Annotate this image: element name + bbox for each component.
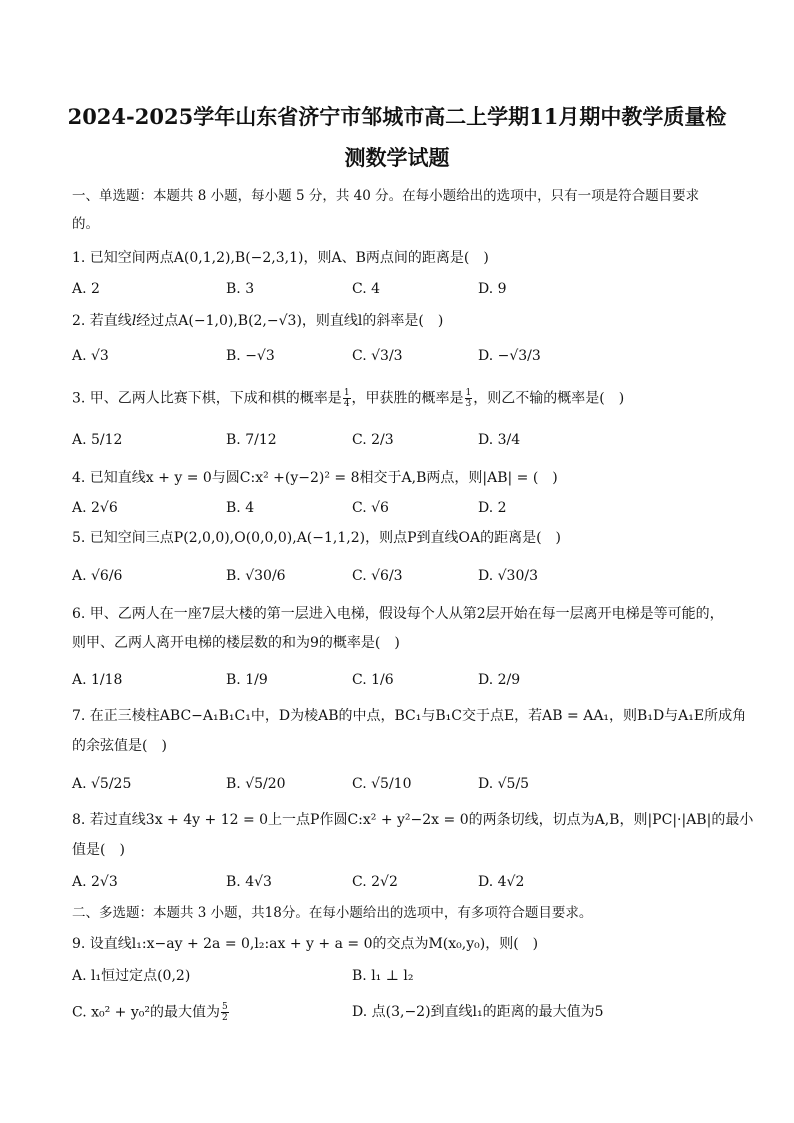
question-8-option-a: A. 2√3 (72, 874, 118, 890)
fraction: $\frac{1}{3}$ (465, 388, 472, 409)
question-7-option-c: C. √5/10 (352, 776, 412, 792)
question-5-option-d: D. √30/3 (478, 568, 538, 584)
question-4-option-d: D. 2 (478, 500, 507, 516)
question-4-option-a: A. 2√6 (72, 500, 118, 516)
question-9-option-a: A. l₁恒过定点(0,2) (72, 968, 191, 984)
question-7-option-b: B. √5/20 (226, 776, 286, 792)
question-2-stem: 2. 若直线l经过点A(−1,0),B(2,−√3)，则直线l的斜率是( ) (72, 313, 444, 329)
question-9-option-b: B. l₁ ⊥ l₂ (352, 968, 414, 984)
question-4-stem: 4. 已知直线x + y = 0与圆C:x² +(y−2)² = 8相交于A,B两点，则|AB| = ( ) (72, 470, 558, 486)
question-4-option-c: C. √6 (352, 500, 389, 516)
section1-instruction-cont: 的。 (72, 216, 99, 232)
question-7-stem-cont: 的余弦值是( ) (72, 738, 167, 754)
question-5-option-a: A. √6/6 (72, 568, 123, 584)
question-6-stem: 6. 甲、乙两人在一座7层大楼的第一层进入电梯，假设每个人从第2层开始在每一层离开电梯是等可能的， (72, 606, 724, 622)
exam-title-line1: 2024-2025学年山东省济宁市邹城市高二上学期11月期中教学质量检 (67, 104, 727, 129)
fraction: $\frac{1}{4}$ (343, 388, 350, 409)
question-2-option-d: D. −√3/3 (478, 348, 541, 364)
question-1-option-a: A. 2 (72, 281, 100, 297)
question-5-option-c: C. √6/3 (352, 568, 403, 584)
question-6-stem-cont: 则甲、乙两人离开电梯的楼层数的和为9的概率是( ) (72, 635, 400, 651)
question-2-option-c: C. √3/3 (352, 348, 403, 364)
question-6-option-d: D. 2/9 (478, 672, 521, 688)
question-7-option-a: A. √5/25 (72, 776, 132, 792)
question-8-option-d: D. 4√2 (478, 874, 525, 890)
question-9-option-d: D. 点(3,−2)到直线l₁的距离的最大值为5 (352, 1004, 604, 1020)
question-3-stem: 3. 甲、乙两人比赛下棋，下成和棋的概率是 $\frac{1}{4}$ ，甲获胜的概率是 $\frac{1}{3}$ ，则乙不输的概率是( ) (72, 388, 625, 409)
question-4-option-b: B. 4 (226, 500, 255, 516)
question-1-option-b: B. 3 (226, 281, 255, 297)
fraction: $\frac{5}{2}$ (222, 1002, 228, 1023)
question-8-stem: 8. 若过直线3x + 4y + 12 = 0上一点P作圆C:x² + y²−2x = 0的两条切线，切点为A,B，则|PC|·|AB|的最小 (72, 812, 754, 828)
question-7-stem: 7. 在正三棱柱ABC−A₁B₁C₁中，D为棱AB的中点，BC₁与B₁C交于点E，若AB = AA₁，则B₁D与A₁E所成角 (72, 708, 747, 724)
question-2-option-a: A. √3 (72, 348, 109, 364)
question-5-stem: 5. 已知空间三点P(2,0,0),O(0,0,0),A(−1,1,2)，则点P到直线OA的距离是( ) (72, 530, 562, 546)
question-1-option-c: C. 4 (352, 281, 381, 297)
question-1-option-d: D. 9 (478, 281, 507, 297)
question-3-option-b: B. 7/12 (226, 432, 277, 448)
question-3-option-d: D. 3/4 (478, 432, 521, 448)
section2-instruction: 二、多选题：本题共 3 小题，共18分。在每小题给出的选项中，有多项符合题目要求。 (72, 905, 593, 921)
section1-instruction: 一、单选题：本题共 8 小题，每小题 5 分，共 40 分。在每小题给出的选项中，只有一项是符合题目要求 (72, 188, 700, 204)
question-6-option-b: B. 1/9 (226, 672, 268, 688)
question-9-option-c: C. x₀² + y₀²的最大值为 $\frac{5}{2}$ (72, 1002, 228, 1023)
question-3-option-c: C. 2/3 (352, 432, 394, 448)
question-5-option-b: B. √30/6 (226, 568, 286, 584)
question-8-stem-cont: 值是( ) (72, 842, 125, 858)
question-8-option-b: B. 4√3 (226, 874, 272, 890)
question-2-option-b: B. −√3 (226, 348, 275, 364)
question-8-option-c: C. 2√2 (352, 874, 398, 890)
question-6-option-c: C. 1/6 (352, 672, 394, 688)
exam-title-line2: 测数学试题 (344, 145, 450, 170)
question-3-option-a: A. 5/12 (72, 432, 123, 448)
question-1-stem: 1. 已知空间两点A(0,1,2),B(−2,3,1)，则A、B两点间的距离是( ) (72, 250, 489, 266)
question-7-option-d: D. √5/5 (478, 776, 530, 792)
question-6-option-a: A. 1/18 (72, 672, 123, 688)
question-9-stem: 9. 设直线l₁:x−ay + 2a = 0,l₂:ax + y + a = 0的交点为M(x₀,y₀)，则( ) (72, 936, 539, 952)
